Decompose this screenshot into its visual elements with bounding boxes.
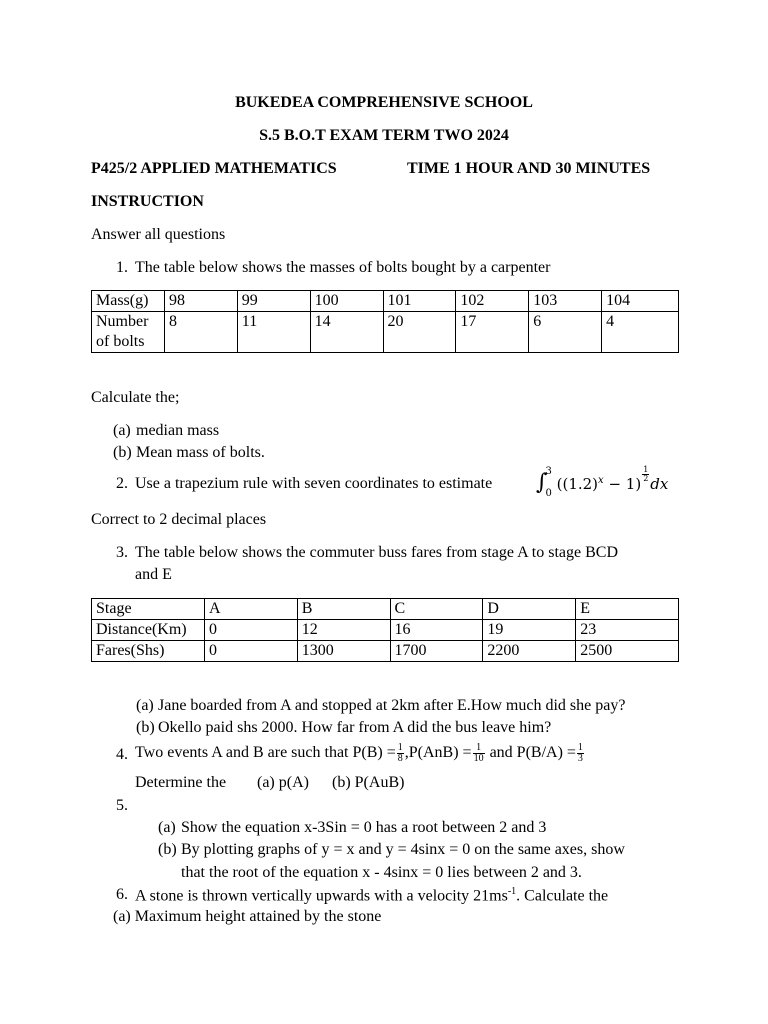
q1-text: The table below shows the masses of bolts bought by a carpenter [135,259,551,276]
table-cell: 101 [383,291,456,312]
q5a-text: Show the equation x-3Sin = 0 has a root between 2 and 3 [181,819,547,836]
q5b-text-line2: that the root of the equation x - 4sinx = 0 lies between 2 and 3. [181,864,582,881]
q5a-label: (a) [158,819,176,836]
table-row [92,620,679,641]
table-cell: 17 [456,312,529,353]
table-cell: Mass(g) [92,291,165,312]
table-cell: 100 [310,291,383,312]
school-name: BUKEDEA COMPREHENSIVE SCHOOL [235,94,533,111]
q5b-text-line1: By plotting graphs of y = x and y = 4sinx = 0 on the same axes, show [181,841,625,858]
fraction: $\frac{1}{8}$ [397,741,403,764]
table-cell: 98 [164,291,237,312]
q3a-label: (a) [136,697,154,714]
q5-number: 5. [116,797,128,814]
q3b-label: (b) [136,719,155,736]
q3a-text: Jane boarded from A and stopped at 2km after E.How much did she pay? [158,697,626,714]
table-row [92,599,679,620]
q1-number: 1. [116,259,128,276]
exam-title: S.5 B.O.T EXAM TERM TWO 2024 [259,127,509,144]
bolts-table [91,290,679,353]
table-cell: 104 [602,291,679,312]
table-cell: 2500 [576,641,679,662]
instruction-text: Answer all questions [91,226,226,243]
q4-determine: Determine the [135,774,227,791]
table-cell: 99 [237,291,310,312]
fraction: $\frac{1}{3}$ [577,741,583,764]
table-row [92,291,679,312]
table-cell: 2200 [483,641,576,662]
table-cell: B [297,599,390,620]
integral-upper-limit: 3 [545,466,552,477]
table-cell: 102 [456,291,529,312]
table-cell: 11 [237,312,310,353]
q4b-text: (b) P(AuB) [332,774,405,791]
q4-number: 4. [116,746,128,763]
table-cell: Distance(Km) [92,620,205,641]
row-label-line2: of bolts [96,333,145,350]
q4-text: Two events A and B are such that P(B) = $\frac{1}{8}$ ,P(AnB) = $\frac{1}{10}$ and P(B/A) = $\frac{1}{3}$ [135,741,583,764]
power-fraction: $\frac{1}{2}$ [643,465,649,483]
q2-follow-text: Correct to 2 decimal places [91,511,267,528]
table-cell: 12 [297,620,390,641]
table-cell: 0 [204,620,297,641]
table-row [92,641,679,662]
table-cell: 6 [529,312,602,353]
q2-number: 2. [116,475,128,492]
paper-code: P425/2 APPLIED MATHEMATICS [91,160,337,177]
q4a-text: (a) p(A) [257,774,309,791]
q1b-text: Mean mass of bolts. [136,444,265,461]
q3-text-line2: and E [135,566,172,583]
q6-text: A stone is thrown vertically upwards with a velocity $21ms^{-1}$. Calculate the [135,886,609,905]
q1a-label: (a) [113,422,131,439]
table-cell [92,312,165,353]
q5b-label: (b) [158,841,177,858]
table-cell: 103 [529,291,602,312]
fares-table [91,598,679,662]
table-cell: Stage [92,599,205,620]
table-cell: 19 [483,620,576,641]
table-cell: A [204,599,297,620]
table-cell: 8 [164,312,237,353]
table-cell: 4 [602,312,679,353]
table-row [92,312,679,353]
table-cell: 23 [576,620,679,641]
table-cell: 1300 [297,641,390,662]
table-cell: C [390,599,483,620]
q3-number: 3. [116,544,128,561]
q1a-text: median mass [136,422,220,439]
q3-text-line1: The table below shows the commuter buss fares from stage A to stage BCD [135,544,619,561]
instruction-heading: INSTRUCTION [91,193,204,210]
fraction: $\frac{1}{10}$ [473,741,484,764]
q3b-text: Okello paid shs 2000. How far from A did the bus leave him? [158,719,552,736]
integral-sign-icon: ∫ [536,470,548,495]
dx-label: dx [650,475,669,493]
integral-expression [536,465,669,499]
integrand: $((1.2)^x - 1)$ [556,475,642,493]
calculate-text: Calculate the; [91,389,180,406]
q2-text: Use a trapezium rule with seven coordinates to estimate [135,475,493,492]
table-cell: 16 [390,620,483,641]
table-cell: 14 [310,312,383,353]
q1b-label: (b) [113,444,132,461]
table-cell: D [483,599,576,620]
table-cell: Fares(Shs) [92,641,205,662]
table-cell: 1700 [390,641,483,662]
row-label-line1: Number [96,313,149,330]
q6-number: 6. [116,886,128,903]
table-cell: 20 [383,312,456,353]
q6a-text: (a) Maximum height attained by the stone [113,908,382,925]
exam-time: TIME 1 HOUR AND 30 MINUTES [407,160,651,177]
integral-lower-limit: 0 [545,488,552,499]
table-cell: 0 [204,641,297,662]
table-cell: E [576,599,679,620]
